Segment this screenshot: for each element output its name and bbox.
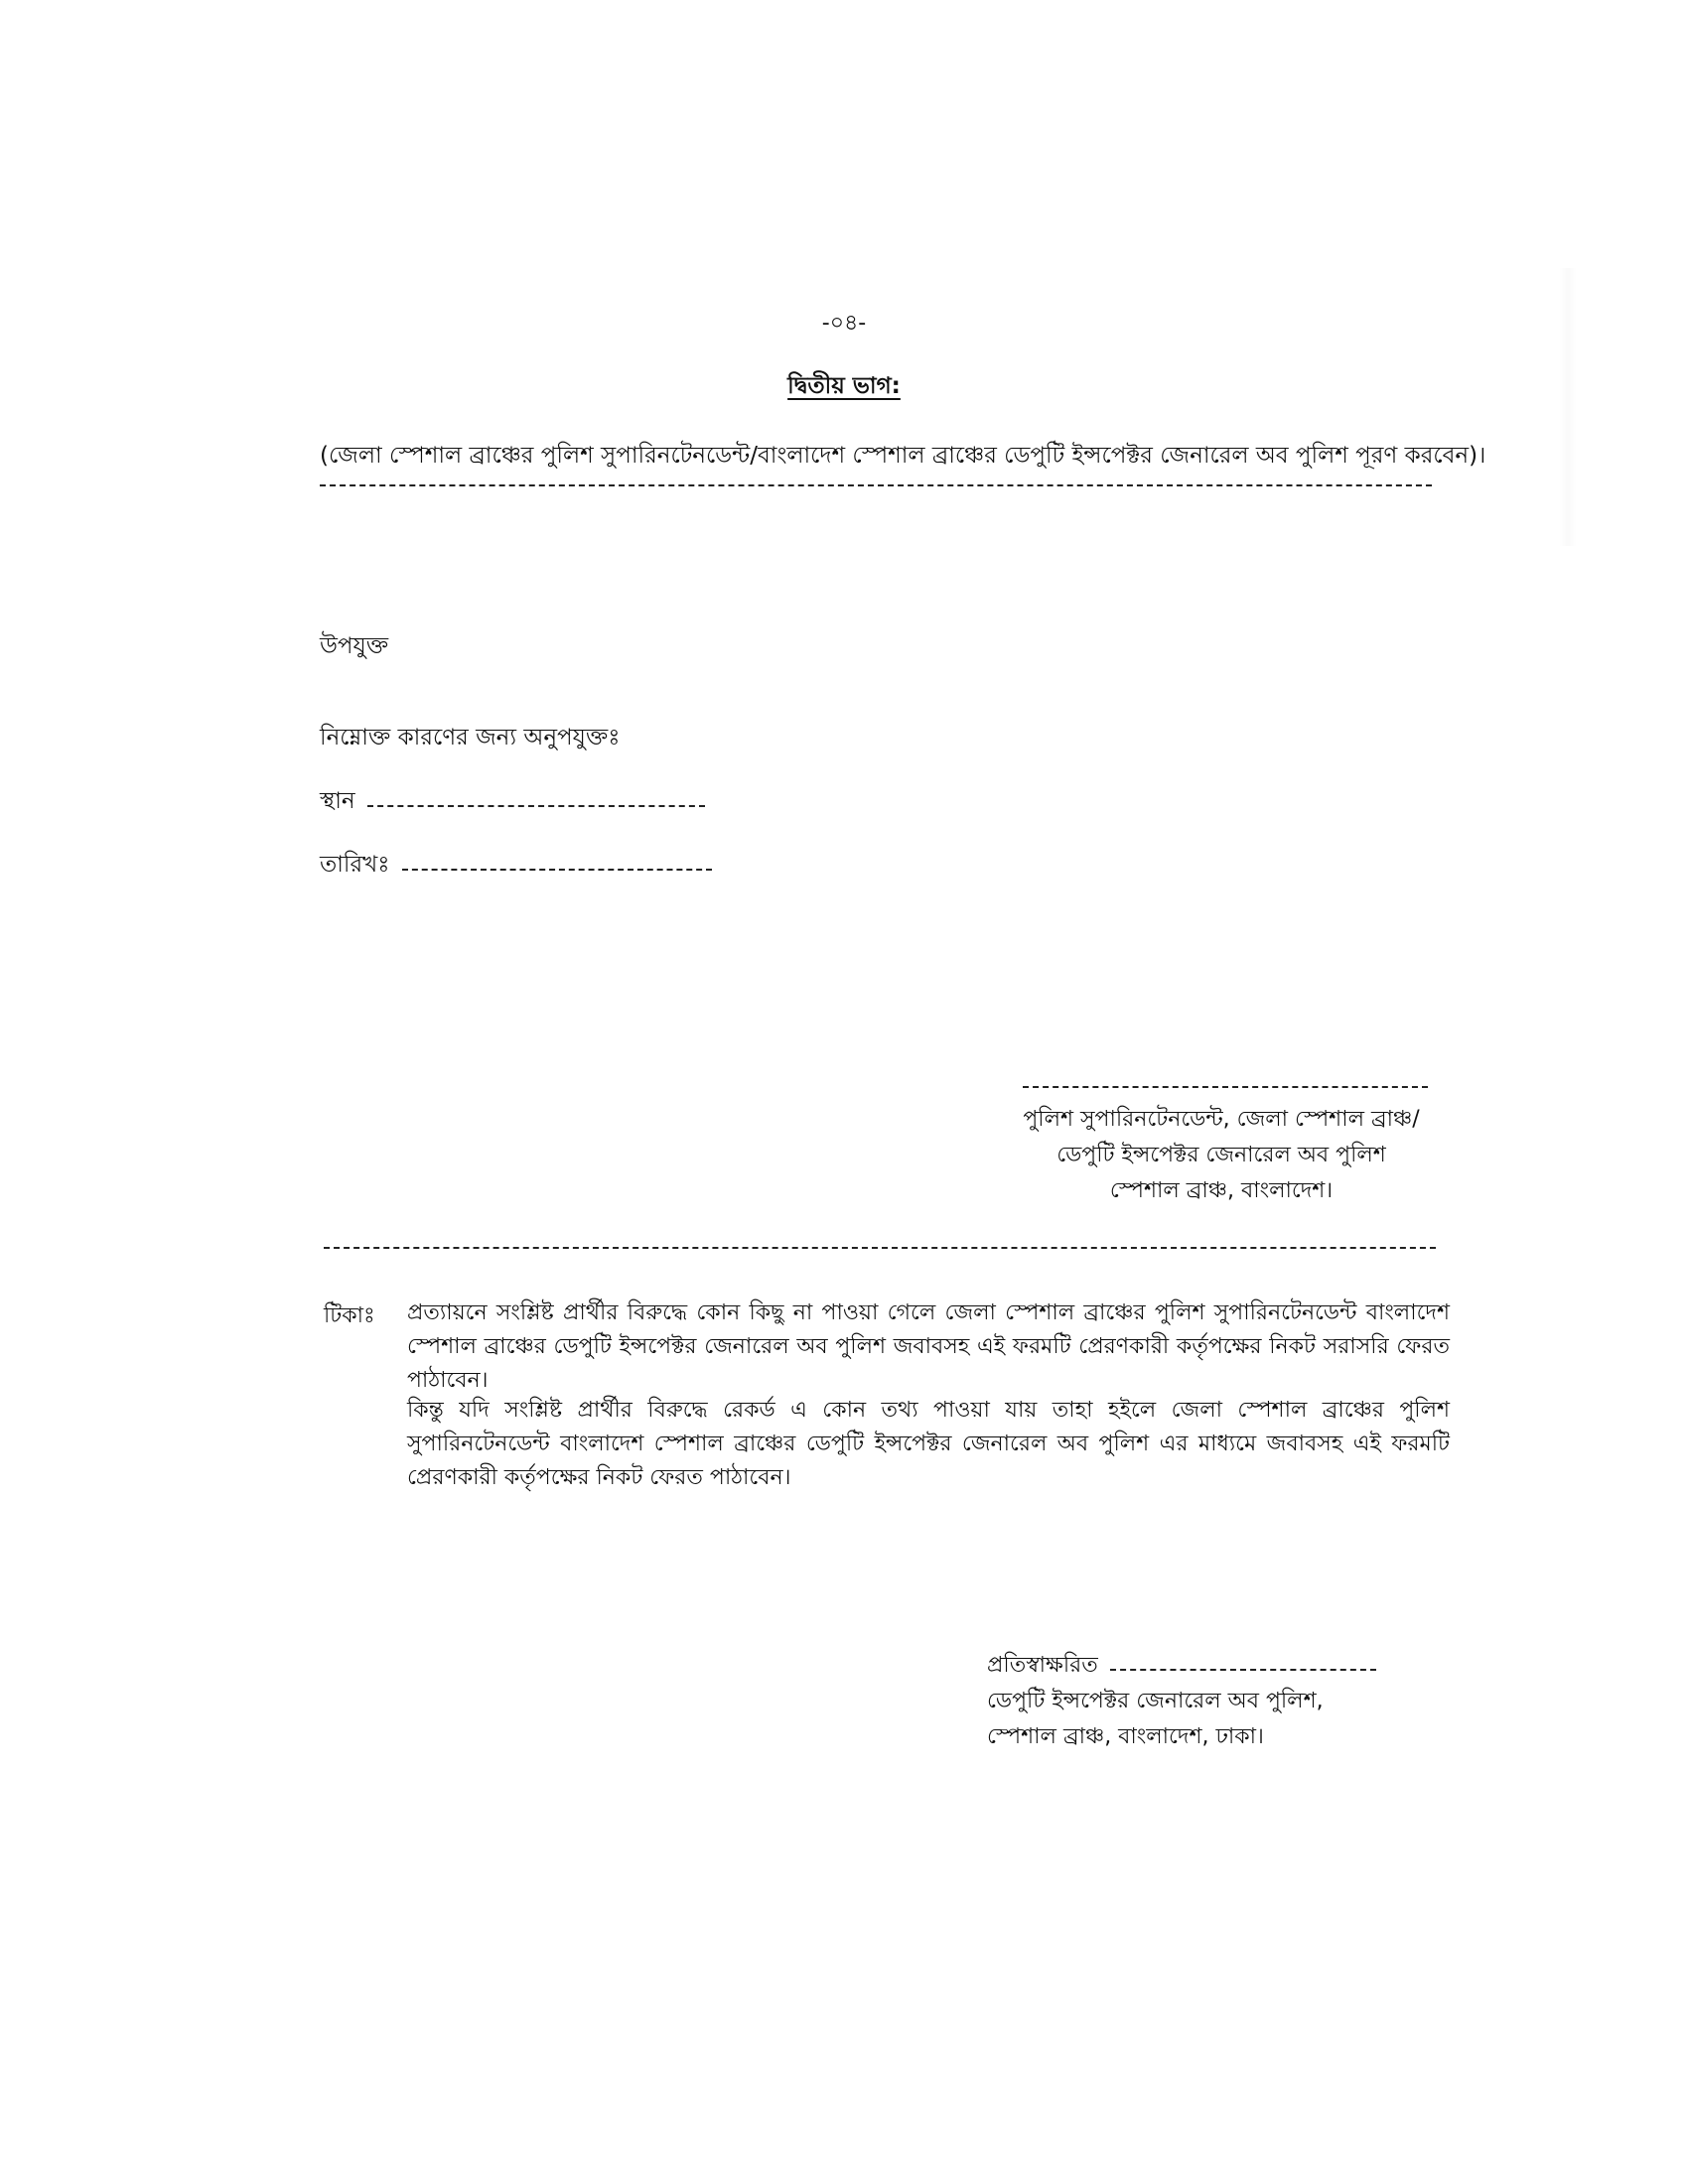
signature-block — [953, 1102, 1489, 1209]
instruction-text: (জেলা স্পেশাল ব্রাঞ্চের পুলিশ সুপারিনটেনডেন্ট/বাংলাদেশ স্পেশাল ব্রাঞ্চের ডেপুটি ইন্সপেক্টর জেনারেল অব পুলিশ পূরণ করবেন)। — [320, 443, 1486, 469]
note-paragraph-1: প্রত্যায়নে সংশ্লিষ্ট প্রার্থীর বিরুদ্ধে কোন কিছু না পাওয়া গেলে জেলা স্পেশাল ব্রাঞ্চের পুলিশ সুপারিনটেনডেন্ট বাংলাদেশ স্পেশাল ব্রাঞ্চের ডেপুটি ইন্সপেক্টর জেনারেল অব পুলিশ জবাবসহ এই ফরমটি প্রেরণকারী কর্তৃপক্ষের নিকট সরাসরি ফেরত পাঠাবেন। — [407, 1300, 1450, 1393]
top-divider — [320, 484, 1432, 486]
signature-title-line-1: পুলিশ সুপারিনটেনডেন্ট, জেলা স্পেশাল ব্রাঞ্চ/ — [1023, 1107, 1420, 1132]
countersign-label: প্রতিস্বাক্ষরিত — [987, 1653, 1098, 1678]
place-field[interactable] — [320, 782, 705, 821]
middle-divider — [324, 1247, 1436, 1249]
note-paragraph-2: কিন্তু যদি সংশ্লিষ্ট প্রার্থীর বিরুদ্ধে রেকর্ড এ কোন তথ্য পাওয়া যায় তাহা হইলে জেলা স্পেশাল ব্রাঞ্চের পুলিশ সুপারিনটেনডেন্ট বাংলাদেশ স্পেশাল ব্রাঞ্চের ডেপুটি ইন্সপেক্টর জেনারেল অব পুলিশ এর মাধ্যমে জবাবসহ এই ফরমটি প্রেরণকারী কর্তৃপক্ষের নিকট ফেরত পাঠাবেন। — [407, 1398, 1450, 1490]
signature-title-line-3: স্পেশাল ব্রাঞ্চ, বাংলাদেশ। — [1109, 1178, 1334, 1203]
date-label: তারিখঃ — [320, 852, 390, 878]
date-blank-line[interactable] — [402, 869, 712, 871]
place-label: স্থান — [320, 788, 355, 814]
countersign-title-line-2: স্পেশাল ব্রাঞ্চ, বাংলাদেশ, ঢাকা। — [987, 1724, 1264, 1749]
countersign-row[interactable] — [987, 1648, 1376, 1684]
signature-title-line-2: ডেপুটি ইন্সপেক্টর জেনারেল অব পুলিশ — [1056, 1143, 1386, 1167]
date-field[interactable] — [320, 846, 712, 885]
section-title — [0, 367, 1688, 406]
section-title-text: দ্বিতীয় ভাগ: — [787, 373, 901, 399]
signature-line[interactable] — [1023, 1086, 1428, 1088]
countersign-blank-line[interactable] — [1110, 1669, 1376, 1671]
place-blank-line[interactable] — [367, 805, 705, 807]
unsuitable-label: নিম্নোক্ত কারণের জন্য অনুপযুক্তঃ — [320, 725, 621, 751]
page-number: -০৪- — [821, 311, 867, 336]
countersign-block — [987, 1648, 1376, 1755]
countersign-title-line-1: ডেপুটি ইন্সপেক্টর জেনারেল অব পুলিশ, — [987, 1689, 1324, 1713]
suitable-label: উপযুক্ত — [320, 633, 389, 659]
note-label: টিকাঃ — [324, 1303, 375, 1328]
